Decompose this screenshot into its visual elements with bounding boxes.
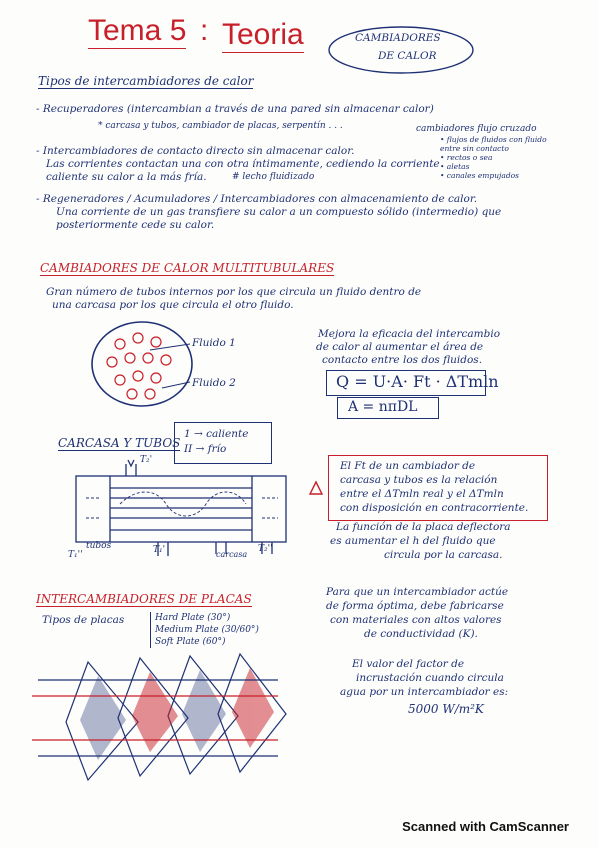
oval-text-1: CAMBIADORES <box>355 32 441 44</box>
tipos-placas-label: Tipos de placas <box>42 614 125 626</box>
title-separator: : <box>200 14 209 47</box>
page-title: Tema 5 <box>88 14 187 47</box>
incrustacion-text-3: agua por un intercambiador es: <box>340 686 509 698</box>
carcasa-label: carcasa <box>216 550 248 559</box>
page-subtitle: Teoria <box>222 18 304 51</box>
recuperadores-text: - Recuperadores (intercambian a través de una pared sin almacenar calor) <box>36 103 434 115</box>
regeneradores-text-1: - Regeneradores / Acumuladores / Intercambiadores con almacenamiento de calor. <box>36 193 478 205</box>
flujo-item: • aletas <box>440 162 470 171</box>
multitubular-intro-2: una carcasa por los que circula el otro fluido. <box>52 299 294 311</box>
tipo-placa-item: Medium Plate (30/60°) <box>155 625 259 635</box>
deflector-text-1: La función de la placa deflectora <box>336 521 511 533</box>
tube-bundle-cross-section <box>90 318 200 410</box>
deflector-text-3: circula por la carcasa. <box>384 549 503 561</box>
regeneradores-text-3: posteriormente cede su calor. <box>56 219 215 231</box>
regeneradores-text-2: Una corriente de un gas transfiere su calor a un compuesto sólido (intermedio) que <box>56 206 502 218</box>
incrustacion-text-1: El valor del factor de <box>352 658 465 670</box>
flujo-item: • rectos o sea <box>440 153 493 162</box>
ft-text-4: con disposición en contracorriente. <box>340 502 529 514</box>
equation-q: Q = U·A· Ft · ΔTmln <box>336 372 499 391</box>
tipo-placa-item: Hard Plate (30°) <box>155 613 231 623</box>
mejora-text-3: contacto entre los dos fluidos. <box>322 354 483 366</box>
incrustacion-text-2: incrustación cuando circula <box>356 672 504 684</box>
tubos-label: tubos <box>86 541 112 551</box>
t2-label: T₂'' <box>258 544 273 554</box>
plate-exchanger-diagram <box>28 652 298 787</box>
directo-text-2: Las corrientes contactan una con otra íntimamente, cediendo la corriente <box>46 158 440 170</box>
flujo-item: • canales empujados <box>440 171 519 180</box>
legend-cold: II → frío <box>184 443 227 455</box>
tipos-placas-list <box>150 612 259 648</box>
mejora-text-1: Mejora la eficacia del intercambio <box>318 328 501 340</box>
oval-text-2: DE CALOR <box>378 50 437 62</box>
equation-a: A = nπDL <box>348 399 418 415</box>
optimo-text-2: de forma óptima, debe fabricarse <box>326 600 504 612</box>
lecho-note: # lecho fluidizado <box>232 172 315 182</box>
section-heading-tipos: Tipos de intercambiadores de calor <box>38 74 254 88</box>
recuperadores-examples: * carcasa y tubos, cambiador de placas, serpentín . . . <box>98 121 343 131</box>
section-heading-placas: INTERCAMBIADORES DE PLACAS <box>36 592 252 606</box>
optimo-text-4: de conductividad (K). <box>364 628 478 640</box>
section-heading-multitubulares: CAMBIADORES DE CALOR MULTITUBULARES <box>40 261 335 275</box>
ft-text-1: El Ft de un cambiador de <box>340 460 476 472</box>
ft-text-3: entre el ΔTmln real y el ΔTmln <box>340 488 504 500</box>
ft-text-2: carcasa y tubos es la relación <box>340 474 498 486</box>
flujo-item: entre sin contacto <box>440 144 509 153</box>
camscanner-watermark: Scanned with CamScanner <box>402 819 569 834</box>
t1-prime-label: T₁' <box>153 545 166 555</box>
t2-top-label: T₂' <box>140 455 153 465</box>
fluido-2-label: Fluido 2 <box>192 377 236 389</box>
directo-text-1: - Intercambiadores de contacto directo sin almacenar calor. <box>36 145 355 157</box>
optimo-text-1: Para que un intercambiador actúe <box>326 586 509 598</box>
multitubular-intro-1: Gran número de tubos internos por los que circula un fluido dentro de <box>46 286 422 298</box>
tipo-placa-item: Soft Plate (60°) <box>155 637 226 647</box>
legend-hot: 1 → caliente <box>184 428 249 440</box>
fluido-1-label: Fluido 1 <box>192 337 236 349</box>
flujo-item: • flujos de fluidos con fluido <box>440 135 547 144</box>
directo-text-3: caliente su calor a la más fría. <box>46 171 207 183</box>
flujo-cruzado-title: cambiadores flujo cruzado <box>416 124 537 134</box>
optimo-text-3: con materiales con altos valores <box>330 614 502 626</box>
carcasa-tubos-heading: CARCASA Y TUBOS <box>58 436 181 450</box>
t1-label: T₁'' <box>68 550 83 560</box>
flujo-cruzado-list <box>440 135 547 180</box>
incrustacion-value: 5000 W/m²K <box>408 702 484 716</box>
mejora-text-2: de calor al aumentar el área de <box>316 341 484 353</box>
warning-triangle-icon <box>308 480 324 496</box>
deflector-text-2: es aumentar el h del fluido que <box>330 535 496 547</box>
